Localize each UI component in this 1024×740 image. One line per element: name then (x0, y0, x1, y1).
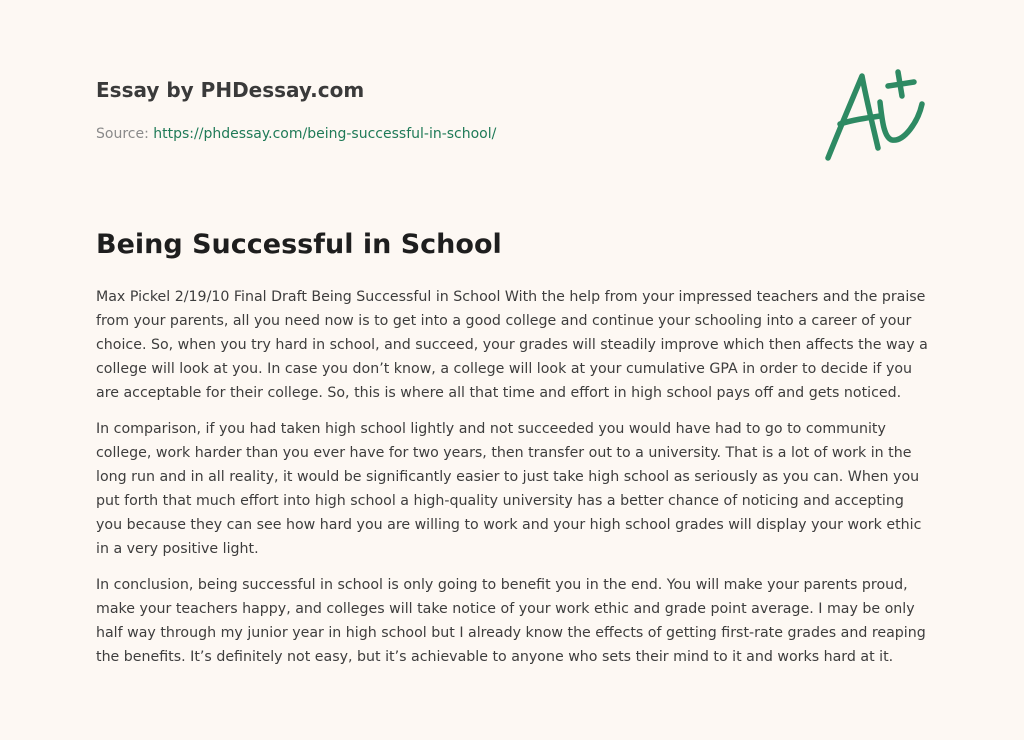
source-line (96, 124, 796, 144)
essay-paragraph: Max Pickel 2/19/10 Final Draft Being Successful in School With the help from your impressed teachers and the praise from your parents, all you need now is to get into a good college and continue your schooling into a career of your choice. So, when you try hard in school, and succeed, your grades will steadily improve which then affects the way a college will look at you. In case you don’t know, a college will look at your cumulative GPA in order to decide if you are acceptable for their college. So, this is where all that time and effort in high school pays off and gets noticed. (96, 289, 928, 401)
essay-body (96, 285, 932, 681)
site-title: Essay by PHDessay.com (96, 78, 365, 102)
a-plus-grade-icon (818, 64, 934, 168)
page-header (96, 76, 796, 144)
essay-paragraph: In comparison, if you had taken high school lightly and not succeeded you would have had to go to community college, work harder than you ever have for two years, then transfer out to a university. That is a lot of work in the long run and in all reality, it would be significantly easier to just take high school as seriously as you can. When you put forth that much effort into high school a high-quality university has a better chance of noticing and accepting you because they can see how hard you are willing to work and your high school grades will display your work ethic in a very positive light. (96, 421, 922, 557)
source-label: Source: (96, 126, 154, 142)
essay-title: Being Successful in School (96, 229, 502, 260)
essay-paragraph: In conclusion, being successful in school is only going to benefit you in the end. You will make your parents proud, make your teachers happy, and colleges will take notice of your work ethic and grade point average. I may be only half way through my junior year in high school but I already know the effects of getting first-rate grades and reaping the benefits. It’s definitely not easy, but it’s achievable to anyone who sets their mind to it and works hard at it. (96, 577, 926, 665)
source-link[interactable]: https://phdessay.com/being-successful-in-school/ (153, 126, 497, 142)
